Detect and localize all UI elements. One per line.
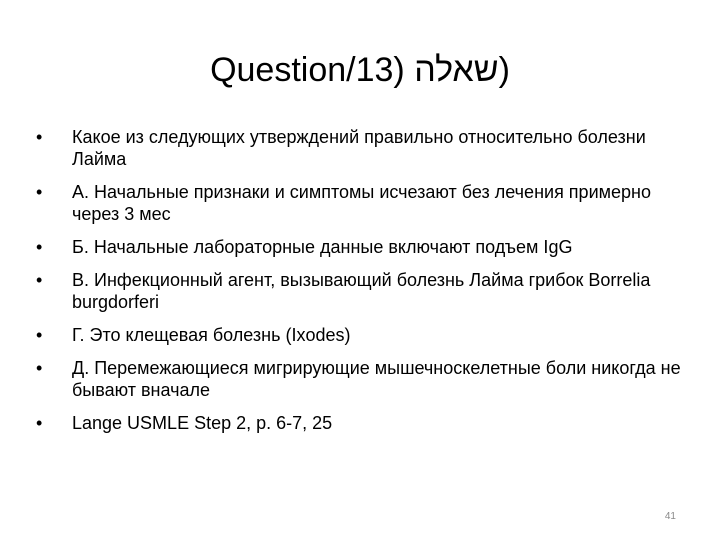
bullet-item-reference (36, 412, 686, 434)
bullet-item-option-e (36, 357, 686, 401)
bullet-text: Б. Начальные лабораторные данные включают подъем IgG (72, 237, 573, 257)
bullet-text: Д. Перемежающиеся мигрирующие мышечноскелетные боли никогда не бывают вначале (72, 358, 681, 400)
bullet-list (36, 126, 686, 445)
bullet-dot-icon: • (36, 358, 43, 378)
bullet-item-question (36, 126, 686, 170)
bullet-item-option-d (36, 324, 686, 346)
bullet-dot-icon: • (36, 325, 43, 345)
bullet-item-option-a (36, 181, 686, 225)
bullet-dot-icon: • (36, 413, 43, 433)
bullet-text: А. Начальные признаки и симптомы исчезают без лечения примерно через 3 мес (72, 182, 651, 224)
bullet-text: Г. Это клещевая болезнь (Ixodes) (72, 325, 351, 345)
bullet-dot-icon: • (36, 127, 43, 147)
bullet-dot-icon: • (36, 182, 43, 202)
bullet-dot-icon: • (36, 237, 43, 257)
bullet-text: В. Инфекционный агент, вызывающий болезнь Лайма грибок Borrelia burgdorferi (72, 270, 651, 312)
bullet-item-option-b (36, 236, 686, 258)
bullet-item-option-c (36, 269, 686, 313)
bullet-text: Какое из следующих утверждений правильно относительно болезни Лайма (72, 127, 646, 169)
bullet-text: Lange USMLE Step 2, p. 6-7, 25 (72, 413, 333, 433)
bullet-dot-icon: • (36, 270, 43, 290)
page-number: 41 (664, 511, 676, 522)
slide-title: Question/13) שאלה) (210, 51, 510, 89)
